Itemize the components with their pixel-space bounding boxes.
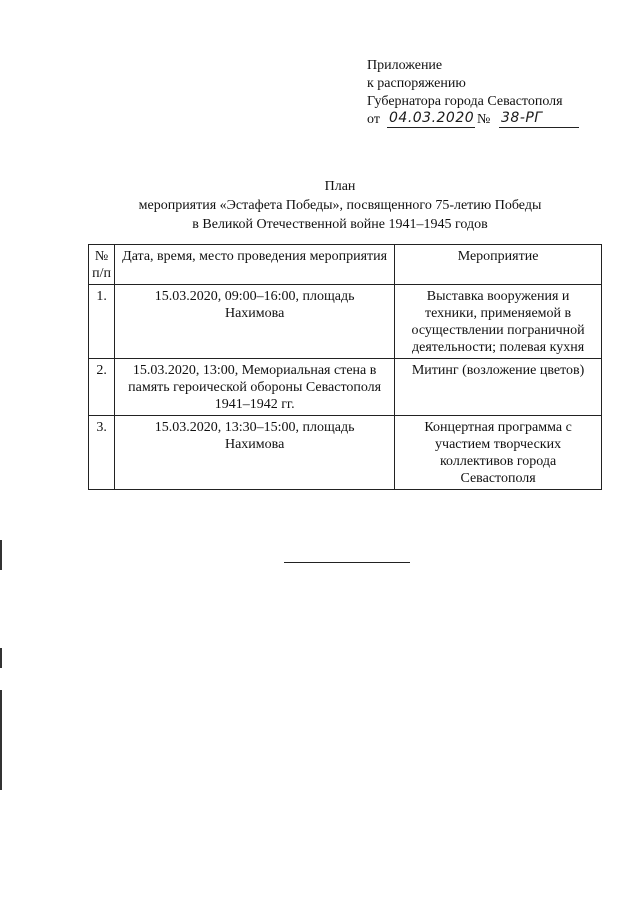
appendix-governor: Губернатора города Севастополя — [367, 94, 563, 109]
appendix-block — [367, 57, 607, 131]
plan-subtitle-line2: в Великой Отечественной войне 1941–1945 годов — [192, 217, 488, 232]
appendix-date-number-line — [367, 111, 607, 131]
date-underline — [387, 127, 475, 128]
scan-edge-mark — [0, 648, 2, 668]
header-number-sign: № — [94, 249, 109, 264]
header-event: Мероприятие — [395, 245, 602, 285]
number-underline — [499, 127, 579, 128]
header-number-pp: п/п — [92, 266, 111, 281]
plan-subtitle-line1: мероприятия «Эстафета Победы», посвященного 75-летию Победы — [138, 198, 542, 213]
header-date: Дата, время, место проведения мероприятия — [115, 245, 395, 285]
row-number: 2. — [89, 359, 115, 416]
from-label: от — [367, 112, 380, 127]
row-number: 1. — [89, 285, 115, 359]
plan-title: План — [324, 179, 356, 194]
row-event: Концертная программа с участием творческих коллективов города Севастополя — [395, 416, 602, 490]
table-row — [89, 285, 602, 359]
header-number — [89, 245, 115, 285]
scan-edge-mark — [0, 690, 2, 790]
handwritten-date: 04.03.2020 — [389, 110, 475, 126]
row-date: 15.03.2020, 13:30–15:00, площадь Нахимова — [115, 416, 395, 490]
scan-edge-mark — [0, 540, 2, 570]
row-date: 15.03.2020, 09:00–16:00, площадь Нахимова — [115, 285, 395, 359]
plan-title-block — [80, 178, 600, 235]
bottom-separator-line — [284, 562, 410, 563]
row-event: Выставка вооружения и техники, применяемой в осуществлении пограничной деятельности; полевая кухня — [395, 285, 602, 359]
table-row — [89, 416, 602, 490]
handwritten-number: 38-РГ — [501, 110, 543, 126]
row-number: 3. — [89, 416, 115, 490]
number-label: № — [477, 112, 491, 127]
appendix-title: Приложение — [367, 58, 443, 73]
row-date: 15.03.2020, 13:00, Мемориальная стена в память героической обороны Севастополя 1941–1942 гг. — [115, 359, 395, 416]
appendix-order-ref: к распоряжению — [367, 76, 466, 91]
table-row — [89, 359, 602, 416]
events-table — [88, 244, 602, 490]
row-event: Митинг (возложение цветов) — [395, 359, 602, 416]
table-header-row — [89, 245, 602, 285]
